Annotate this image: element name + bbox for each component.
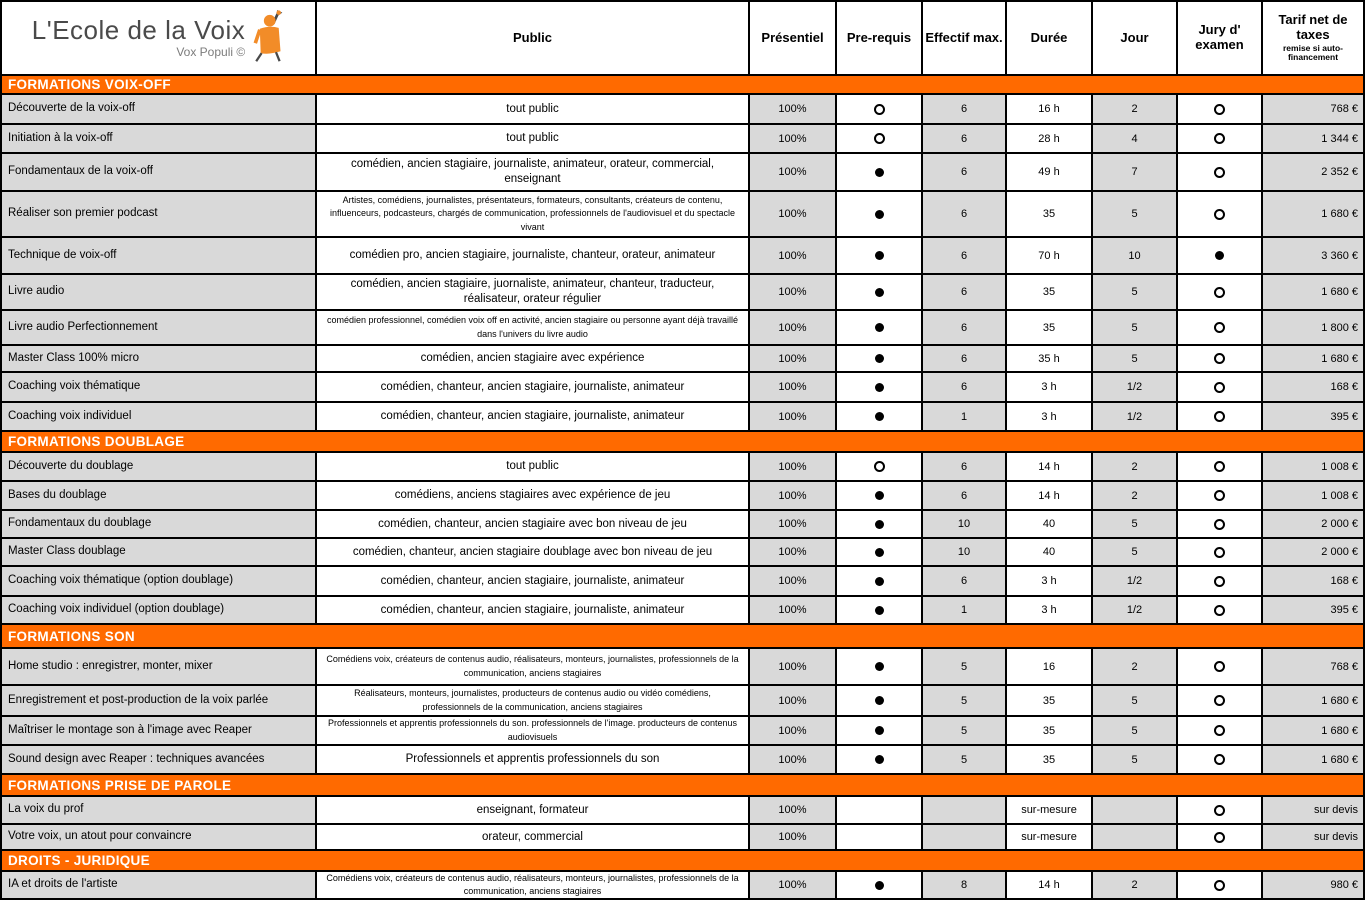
jury-cell (1178, 453, 1261, 480)
open-circle-icon (1214, 661, 1225, 672)
presentiel-cell: 100% (750, 825, 835, 849)
course-name-cell: Enregistrement et post-production de la voix parlée (2, 686, 315, 715)
presentiel-cell: 100% (750, 717, 835, 744)
duree-cell: 35 (1007, 275, 1091, 309)
jury-cell (1178, 825, 1261, 849)
filled-circle-icon (875, 606, 884, 615)
course-name-cell: Découverte de la voix-off (2, 95, 315, 123)
jury-cell (1178, 311, 1261, 344)
open-circle-icon (1214, 547, 1225, 558)
public-cell: comédien, ancien stagiaire, juornaliste, animateur, chanteur, traducteur, réalisateur, orateur régulier (317, 275, 748, 309)
jour-cell: 5 (1093, 717, 1176, 744)
open-circle-icon (1214, 576, 1225, 587)
tarif-cell: 168 € (1263, 373, 1363, 401)
public-cell: Réalisateurs, monteurs, journalistes, producteurs de contenus audio ou vidéo comédiens, professionnels de la communication, anciens stagiaires (317, 686, 748, 715)
jury-cell (1178, 797, 1261, 823)
open-circle-icon (1214, 605, 1225, 616)
filled-circle-icon (875, 168, 884, 177)
prerequis-cell (837, 872, 921, 898)
course-name-cell: Réaliser son premier podcast (2, 192, 315, 236)
tarif-cell: 1 680 € (1263, 275, 1363, 309)
public-cell: Comédiens voix, créateurs de contenus audio, réalisateurs, monteurs, journalistes, professionnels de la communication, anciens stagiaires (317, 649, 748, 684)
presentiel-cell: 100% (750, 373, 835, 401)
course-name-cell: Coaching voix individuel (2, 403, 315, 430)
filled-circle-icon (875, 323, 884, 332)
section-header: FORMATIONS VOIX-OFF (2, 76, 1363, 93)
presentiel-cell: 100% (750, 125, 835, 152)
tarif-cell: 168 € (1263, 567, 1363, 595)
presentiel-cell: 100% (750, 872, 835, 898)
prerequis-cell (837, 238, 921, 273)
effectif-cell (923, 797, 1005, 823)
section-header: FORMATIONS SON (2, 625, 1363, 647)
effectif-cell: 6 (923, 346, 1005, 371)
open-circle-icon (1214, 322, 1225, 333)
public-cell: Artistes, comédiens, journalistes, présentateurs, formateurs, consultants, créateurs de contenu, influenceurs, podcasteurs, chargés de communication, professionnels de l'audiovisuel et du spectacle vivant (317, 192, 748, 236)
course-name-cell: Technique de voix-off (2, 238, 315, 273)
effectif-cell: 5 (923, 686, 1005, 715)
course-name-cell: La voix du prof (2, 797, 315, 823)
course-name-cell: Maîtriser le montage son à l'image avec Reaper (2, 717, 315, 744)
effectif-cell: 1 (923, 403, 1005, 430)
duree-cell: 3 h (1007, 403, 1091, 430)
presentiel-cell: 100% (750, 539, 835, 565)
effectif-cell: 6 (923, 125, 1005, 152)
public-cell: comédien, chanteur, ancien stagiaire, journaliste, animateur (317, 567, 748, 595)
logo-title: L'Ecole de la Voix (31, 15, 246, 45)
tarif-cell: 768 € (1263, 649, 1363, 684)
jury-cell (1178, 238, 1261, 273)
presentiel-cell: 100% (750, 95, 835, 123)
public-cell: tout public (317, 95, 748, 123)
open-circle-icon (1214, 880, 1225, 891)
course-name-cell: Master Class doublage (2, 539, 315, 565)
public-cell: tout public (317, 453, 748, 480)
tarif-cell: 1 680 € (1263, 717, 1363, 744)
jour-cell: 5 (1093, 511, 1176, 537)
duree-cell: sur-mesure (1007, 825, 1091, 849)
jour-cell: 1/2 (1093, 403, 1176, 430)
filled-circle-icon (875, 210, 884, 219)
open-circle-icon (1214, 382, 1225, 393)
tarif-cell: 1 008 € (1263, 453, 1363, 480)
open-circle-icon (1214, 805, 1225, 816)
prerequis-cell (837, 403, 921, 430)
prerequis-cell (837, 686, 921, 715)
course-name-cell: Master Class 100% micro (2, 346, 315, 371)
jury-cell (1178, 649, 1261, 684)
column-header-tarif (1263, 2, 1363, 74)
jury-cell (1178, 539, 1261, 565)
prerequis-cell (837, 95, 921, 123)
jour-cell: 5 (1093, 539, 1176, 565)
presentiel-cell: 100% (750, 238, 835, 273)
course-name-cell: Livre audio Perfectionnement (2, 311, 315, 344)
prerequis-cell (837, 154, 921, 190)
jour-cell: 7 (1093, 154, 1176, 190)
prerequis-cell (837, 275, 921, 309)
public-cell: comédien, ancien stagiaire, journaliste, animateur, orateur, commercial, enseignant (317, 154, 748, 190)
duree-cell: 3 h (1007, 567, 1091, 595)
duree-cell: 35 (1007, 686, 1091, 715)
public-cell: comédien professionnel, comédien voix off en activité, ancien stagiaire ou personne ayant déjà travaillé dans l'univers du livre audio (317, 311, 748, 344)
filled-circle-icon (875, 881, 884, 890)
duree-cell: 16 (1007, 649, 1091, 684)
effectif-cell: 6 (923, 95, 1005, 123)
prerequis-cell (837, 311, 921, 344)
duree-cell: 49 h (1007, 154, 1091, 190)
open-circle-icon (1214, 461, 1225, 472)
public-cell: comédien, chanteur, ancien stagiaire avec bon niveau de jeu (317, 511, 748, 537)
effectif-cell: 6 (923, 453, 1005, 480)
section-header: FORMATIONS PRISE DE PAROLE (2, 775, 1363, 795)
presentiel-cell: 100% (750, 403, 835, 430)
jury-cell (1178, 717, 1261, 744)
duree-cell: 14 h (1007, 453, 1091, 480)
jury-cell (1178, 154, 1261, 190)
filled-circle-icon (875, 755, 884, 764)
duree-cell: 35 (1007, 192, 1091, 236)
effectif-cell: 5 (923, 649, 1005, 684)
column-header-effectif: Effectif max. (923, 2, 1005, 74)
presentiel-cell: 100% (750, 311, 835, 344)
duree-cell: 35 (1007, 717, 1091, 744)
jour-cell: 5 (1093, 275, 1176, 309)
public-cell: Professionnels et apprentis professionnels du son. professionnels de l'image. producteurs de contenus audiovisuels (317, 717, 748, 744)
jour-cell: 2 (1093, 872, 1176, 898)
effectif-cell: 6 (923, 238, 1005, 273)
presentiel-cell: 100% (750, 649, 835, 684)
jour-cell: 5 (1093, 192, 1176, 236)
jour-cell: 5 (1093, 686, 1176, 715)
jury-cell (1178, 275, 1261, 309)
jour-cell: 2 (1093, 482, 1176, 509)
vox-populi-figure-icon (249, 9, 285, 68)
open-circle-icon (874, 461, 885, 472)
public-cell: comédien, chanteur, ancien stagiaire, journaliste, animateur (317, 597, 748, 623)
prerequis-cell (837, 649, 921, 684)
prerequis-cell (837, 373, 921, 401)
course-name-cell: Sound design avec Reaper : techniques avancées (2, 746, 315, 773)
tarif-cell: 768 € (1263, 95, 1363, 123)
duree-cell: 35 (1007, 311, 1091, 344)
prerequis-cell (837, 567, 921, 595)
jury-cell (1178, 872, 1261, 898)
filled-circle-icon (875, 383, 884, 392)
public-cell: tout public (317, 125, 748, 152)
filled-circle-icon (875, 662, 884, 671)
tarif-cell: 1 680 € (1263, 746, 1363, 773)
tarif-cell: sur devis (1263, 825, 1363, 849)
tarif-cell: 2 000 € (1263, 539, 1363, 565)
column-header-jour: Jour (1093, 2, 1176, 74)
jour-cell: 1/2 (1093, 373, 1176, 401)
prerequis-cell (837, 125, 921, 152)
public-cell: comédien, ancien stagiaire avec expérience (317, 346, 748, 371)
public-cell: comédien, chanteur, ancien stagiaire, journaliste, animateur (317, 373, 748, 401)
tarif-cell: 395 € (1263, 403, 1363, 430)
presentiel-cell: 100% (750, 154, 835, 190)
duree-cell: 14 h (1007, 872, 1091, 898)
course-name-cell: Coaching voix thématique (option doublage) (2, 567, 315, 595)
open-circle-icon (1214, 832, 1225, 843)
jury-cell (1178, 346, 1261, 371)
open-circle-icon (1214, 167, 1225, 178)
effectif-cell: 6 (923, 192, 1005, 236)
jury-cell (1178, 482, 1261, 509)
duree-cell: 16 h (1007, 95, 1091, 123)
prerequis-cell (837, 192, 921, 236)
tarif-cell: 1 680 € (1263, 686, 1363, 715)
open-circle-icon (1214, 104, 1225, 115)
section-header: FORMATIONS DOUBLAGE (2, 432, 1363, 451)
tarif-cell: 1 008 € (1263, 482, 1363, 509)
duree-cell: 40 (1007, 539, 1091, 565)
effectif-cell: 6 (923, 275, 1005, 309)
filled-circle-icon (875, 726, 884, 735)
duree-cell: 35 (1007, 746, 1091, 773)
jour-cell (1093, 825, 1176, 849)
tarif-cell: 980 € (1263, 872, 1363, 898)
logo-subtitle: Vox Populi © (176, 45, 246, 59)
filled-circle-icon (875, 412, 884, 421)
filled-circle-icon (875, 696, 884, 705)
presentiel-cell: 100% (750, 275, 835, 309)
prerequis-cell (837, 746, 921, 773)
jury-cell (1178, 511, 1261, 537)
presentiel-cell: 100% (750, 482, 835, 509)
public-cell: comédien, chanteur, ancien stagiaire, journaliste, animateur (317, 403, 748, 430)
tarif-cell: 1 680 € (1263, 346, 1363, 371)
open-circle-icon (874, 104, 885, 115)
presentiel-cell: 100% (750, 567, 835, 595)
tarif-cell: 1 800 € (1263, 311, 1363, 344)
column-header-duree: Durée (1007, 2, 1091, 74)
jour-cell: 2 (1093, 649, 1176, 684)
prerequis-cell (837, 453, 921, 480)
jury-cell (1178, 95, 1261, 123)
filled-circle-icon (875, 548, 884, 557)
filled-circle-icon (875, 354, 884, 363)
public-cell: orateur, commercial (317, 825, 748, 849)
effectif-cell: 6 (923, 154, 1005, 190)
duree-cell: 3 h (1007, 373, 1091, 401)
column-header-prerequis: Pre-requis (837, 2, 921, 74)
filled-circle-icon (875, 577, 884, 586)
open-circle-icon (1214, 353, 1225, 364)
presentiel-cell: 100% (750, 192, 835, 236)
presentiel-cell: 100% (750, 346, 835, 371)
jour-cell: 5 (1093, 746, 1176, 773)
public-cell: comédien pro, ancien stagiaire, journaliste, chanteur, orateur, animateur (317, 238, 748, 273)
course-name-cell: Initiation à la voix-off (2, 125, 315, 152)
effectif-cell: 5 (923, 746, 1005, 773)
course-name-cell: Fondamentaux du doublage (2, 511, 315, 537)
open-circle-icon (1214, 411, 1225, 422)
course-name-cell: Coaching voix individuel (option doublage) (2, 597, 315, 623)
tarif-cell: 1 680 € (1263, 192, 1363, 236)
open-circle-icon (1214, 490, 1225, 501)
effectif-cell: 6 (923, 373, 1005, 401)
effectif-cell: 5 (923, 717, 1005, 744)
prerequis-cell (837, 346, 921, 371)
public-cell: Professionnels et apprentis professionnels du son (317, 746, 748, 773)
course-name-cell: Coaching voix thématique (2, 373, 315, 401)
prerequis-cell (837, 717, 921, 744)
open-circle-icon (1214, 519, 1225, 530)
public-cell: enseignant, formateur (317, 797, 748, 823)
prerequis-cell (837, 597, 921, 623)
jury-cell (1178, 686, 1261, 715)
tarif-cell: sur devis (1263, 797, 1363, 823)
effectif-cell: 6 (923, 567, 1005, 595)
presentiel-cell: 100% (750, 597, 835, 623)
duree-cell: 70 h (1007, 238, 1091, 273)
prerequis-cell (837, 511, 921, 537)
presentiel-cell: 100% (750, 797, 835, 823)
tarif-cell: 3 360 € (1263, 238, 1363, 273)
jury-cell (1178, 746, 1261, 773)
jour-cell: 2 (1093, 453, 1176, 480)
public-cell: Comédiens voix, créateurs de contenus audio, réalisateurs, monteurs, journalistes, professionnels de la communication, anciens stagiaires (317, 872, 748, 898)
effectif-cell (923, 825, 1005, 849)
prerequis-cell (837, 539, 921, 565)
open-circle-icon (1214, 133, 1225, 144)
open-circle-icon (1214, 287, 1225, 298)
tarif-cell: 395 € (1263, 597, 1363, 623)
jury-cell (1178, 597, 1261, 623)
tarif-cell: 2 352 € (1263, 154, 1363, 190)
filled-circle-icon (875, 288, 884, 297)
prerequis-cell (837, 825, 921, 849)
prerequis-cell (837, 797, 921, 823)
section-header: DROITS - JURIDIQUE (2, 851, 1363, 870)
jour-cell: 4 (1093, 125, 1176, 152)
jury-cell (1178, 125, 1261, 152)
course-name-cell: Livre audio (2, 275, 315, 309)
effectif-cell: 6 (923, 311, 1005, 344)
effectif-cell: 6 (923, 482, 1005, 509)
filled-circle-icon (875, 520, 884, 529)
tarif-cell: 1 344 € (1263, 125, 1363, 152)
jour-cell: 1/2 (1093, 597, 1176, 623)
presentiel-cell: 100% (750, 686, 835, 715)
open-circle-icon (1214, 725, 1225, 736)
logo (2, 2, 315, 74)
jury-cell (1178, 567, 1261, 595)
tarif-cell: 2 000 € (1263, 511, 1363, 537)
column-header-jury: Jury d' examen (1178, 2, 1261, 74)
duree-cell: 35 h (1007, 346, 1091, 371)
course-name-cell: Votre voix, un atout pour convaincre (2, 825, 315, 849)
duree-cell: 3 h (1007, 597, 1091, 623)
effectif-cell: 10 (923, 511, 1005, 537)
jour-cell (1093, 797, 1176, 823)
effectif-cell: 1 (923, 597, 1005, 623)
presentiel-cell: 100% (750, 511, 835, 537)
effectif-cell: 10 (923, 539, 1005, 565)
presentiel-cell: 100% (750, 746, 835, 773)
duree-cell: sur-mesure (1007, 797, 1091, 823)
jury-cell (1178, 373, 1261, 401)
course-name-cell: IA et droits de l'artiste (2, 872, 315, 898)
duree-cell: 40 (1007, 511, 1091, 537)
open-circle-icon (1214, 209, 1225, 220)
tarif-header-note: remise si auto-financement (1283, 42, 1343, 63)
jour-cell: 5 (1093, 311, 1176, 344)
prerequis-cell (837, 482, 921, 509)
jour-cell: 1/2 (1093, 567, 1176, 595)
open-circle-icon (1214, 695, 1225, 706)
column-header-public: Public (317, 2, 748, 74)
public-cell: comédien, chanteur, ancien stagiaire doublage avec bon niveau de jeu (317, 539, 748, 565)
jury-cell (1178, 192, 1261, 236)
jury-cell (1178, 403, 1261, 430)
duree-cell: 28 h (1007, 125, 1091, 152)
course-name-cell: Fondamentaux de la voix-off (2, 154, 315, 190)
jour-cell: 10 (1093, 238, 1176, 273)
filled-circle-icon (875, 491, 884, 500)
column-header-presentiel: Présentiel (750, 2, 835, 74)
tarif-header-label: Tarif net de taxes (1278, 11, 1348, 42)
jour-cell: 2 (1093, 95, 1176, 123)
course-name-cell: Bases du doublage (2, 482, 315, 509)
course-name-cell: Découverte du doublage (2, 453, 315, 480)
filled-circle-icon (875, 251, 884, 260)
open-circle-icon (874, 133, 885, 144)
public-cell: comédiens, anciens stagiaires avec expérience de jeu (317, 482, 748, 509)
duree-cell: 14 h (1007, 482, 1091, 509)
effectif-cell: 8 (923, 872, 1005, 898)
course-name-cell: Home studio : enregistrer, monter, mixer (2, 649, 315, 684)
filled-circle-icon (1215, 251, 1224, 260)
presentiel-cell: 100% (750, 453, 835, 480)
jour-cell: 5 (1093, 346, 1176, 371)
open-circle-icon (1214, 754, 1225, 765)
